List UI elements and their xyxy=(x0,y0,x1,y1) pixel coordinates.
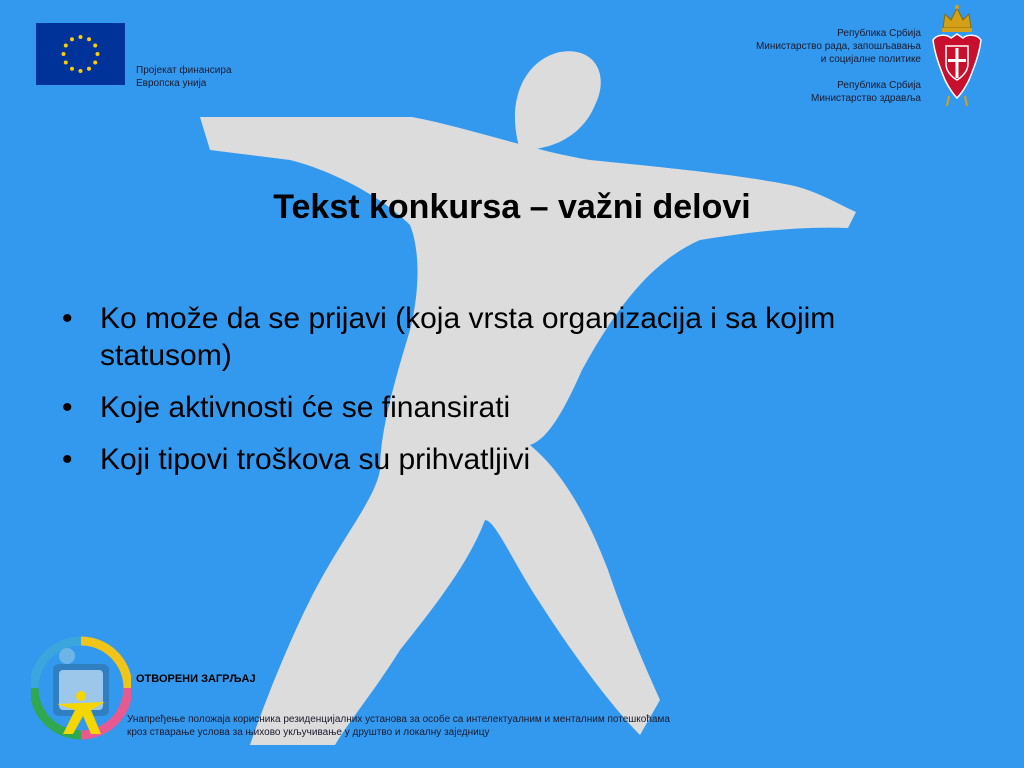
serbian-coat-of-arms-icon xyxy=(929,4,985,108)
bullet-item xyxy=(62,300,962,374)
funding-note-line: Пројекат финансира xyxy=(136,65,232,76)
bullet-item xyxy=(62,389,962,426)
ministry-line: Република Србија xyxy=(837,80,921,91)
funding-note xyxy=(136,64,232,90)
bullet-item xyxy=(62,441,962,478)
bullet-marker: • xyxy=(62,302,73,335)
bullet-text: Koje aktivnosti će se finansirati xyxy=(100,391,511,424)
brand-name: ОТВОРЕНИ ЗАГРЉАЈ xyxy=(136,673,256,685)
project-subtitle-line: Унапређење положаја корисника резиденцијалних установа за особе са интелектуалним и менталним потешкоћама xyxy=(127,714,670,725)
ministry-line: Министарство здравља xyxy=(811,93,921,104)
ministry-line: Република Србија xyxy=(837,28,921,39)
ministries-block xyxy=(601,27,921,105)
bullet-marker: • xyxy=(62,443,73,476)
bullet-text: Ko može da se prijavi (koja vrsta organizacija i sa kojim statusom) xyxy=(100,302,836,372)
funding-note-line: Европска унија xyxy=(136,78,207,89)
open-embrace-logo-icon xyxy=(31,636,131,746)
ministry-line: Министарство рада, запошљавања xyxy=(755,41,921,52)
slide-title: Tekst konkursa – važni delovi xyxy=(273,188,751,226)
project-subtitle-line: кроз стварање услова за њихово укључивање у друштво и локалну заједницу xyxy=(127,727,490,738)
bullet-text: Koji tipovi troškova su prihvatljivi xyxy=(100,443,531,476)
project-subtitle xyxy=(127,713,807,739)
bullet-marker: • xyxy=(62,391,73,424)
ministry-line: и социјалне политике xyxy=(820,54,921,65)
bullet-list xyxy=(62,300,962,493)
eu-flag-icon xyxy=(36,23,125,85)
